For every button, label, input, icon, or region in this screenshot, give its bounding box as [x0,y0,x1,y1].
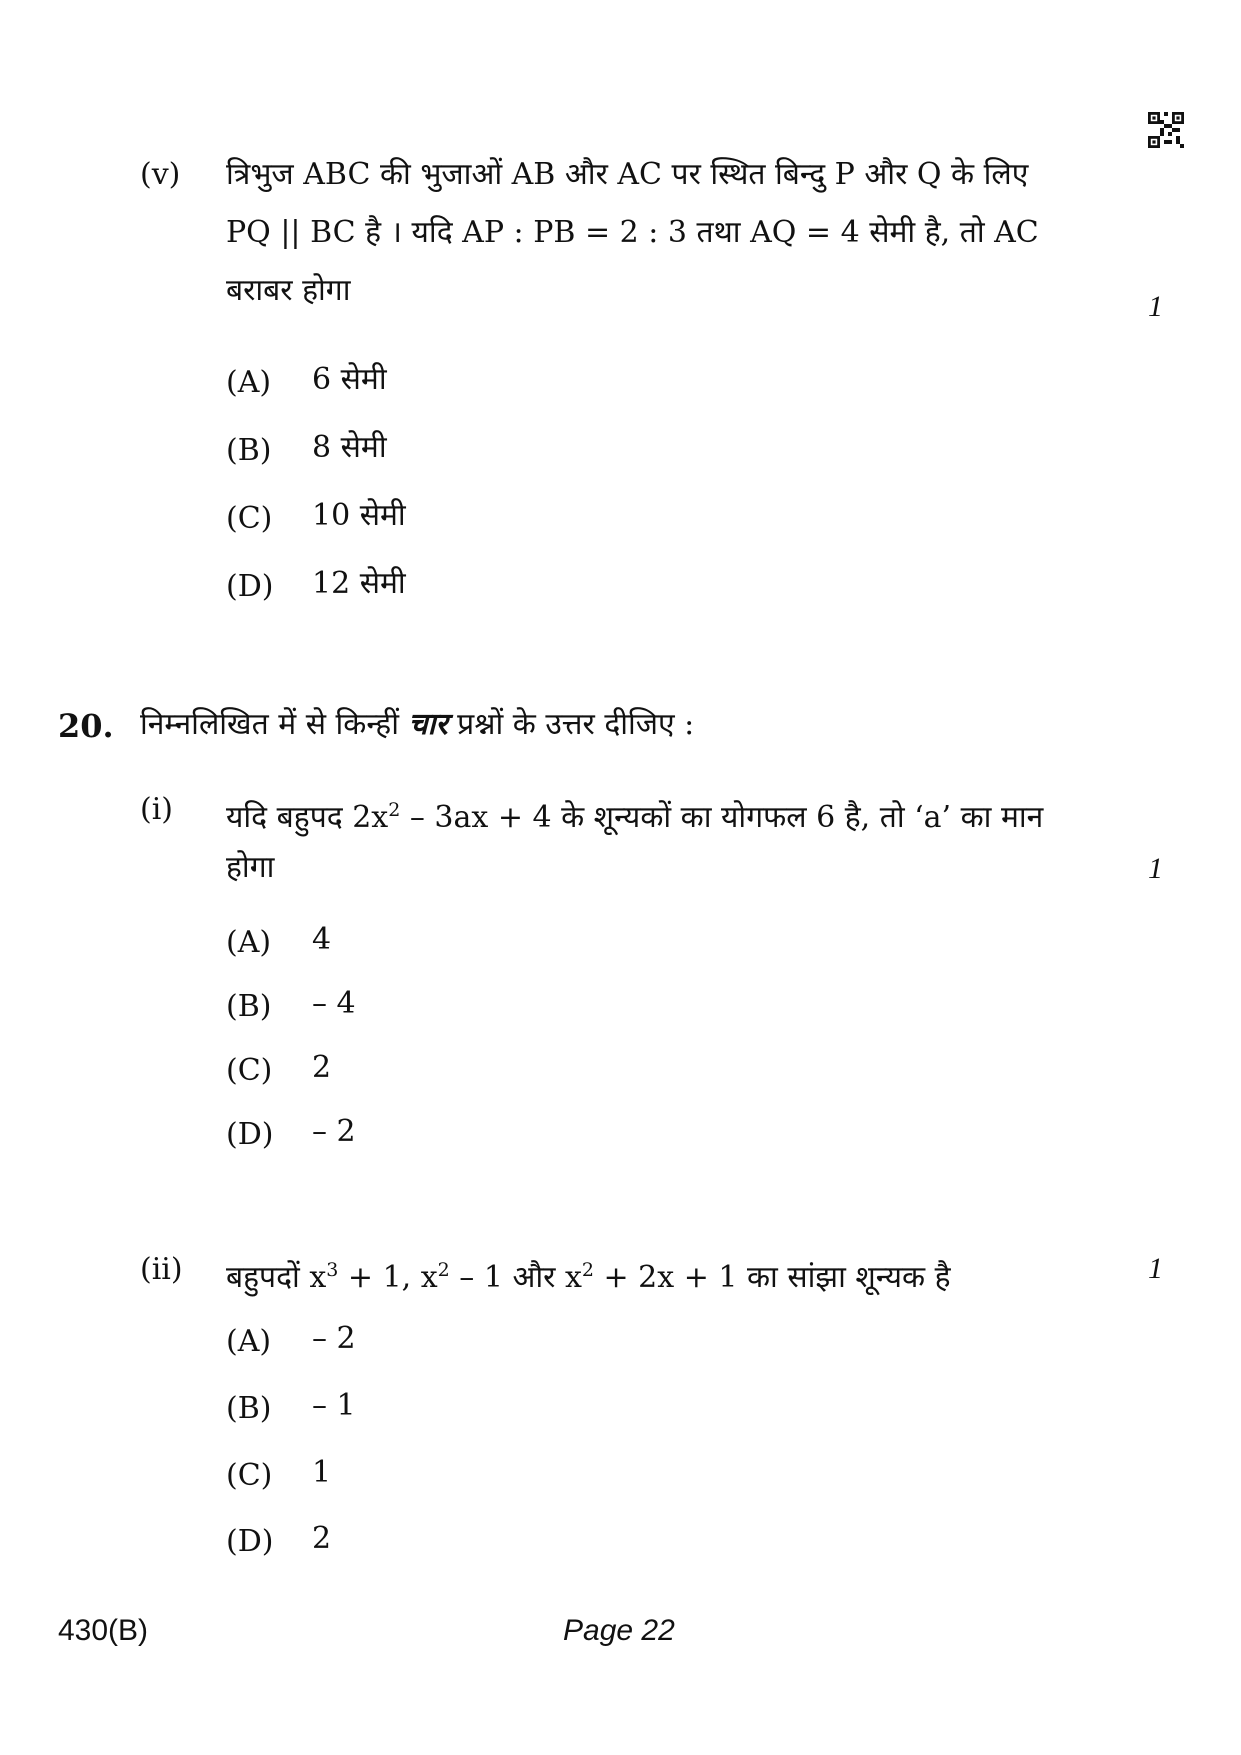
question-instruction: निम्नलिखित में से किन्हीं चार प्रश्नों के उत्तर दीजिए : [140,707,695,742]
option-text-c: 1 [312,1455,332,1490]
page-number: Page 22 [563,1614,675,1647]
paper-code: 430(B) [58,1614,149,1647]
question-text-line2: PQ || BC है । यदि AP : PB = 2 : 3 तथा AQ = 4 सेमी है, तो AC [226,215,1039,250]
option-label-d: (D) [226,1524,274,1559]
option-text-d: 2 [312,1521,332,1556]
question-marks: 1 [1148,852,1163,885]
question-marks: 1 [1148,1252,1163,1285]
option-label-c: (C) [226,501,273,536]
option-text-c: 10 सेमी [312,498,406,533]
option-label-b: (B) [226,433,272,468]
option-label-d: (D) [226,569,274,604]
question-number: (i) [140,792,174,827]
option-label-c: (C) [226,1053,273,1088]
option-label-b: (B) [226,1391,272,1426]
question-text-line3: बराबर होगा [226,273,351,308]
question-number: (ii) [140,1252,183,1287]
question-text-line1: यदि बहुपद $2x^2 - 3ax + 4$ के शून्यकों का योगफल 6 है, तो ‘a’ का मान [226,799,1044,835]
qr-code-icon [1148,112,1184,148]
option-text-a: 6 सेमी [312,362,387,397]
option-text-b: – 1 [312,1388,356,1423]
option-label-a: (A) [226,1324,272,1359]
option-label-a: (A) [226,925,272,960]
question-number: (v) [140,157,181,192]
option-label-d: (D) [226,1117,274,1152]
option-text-d: 12 सेमी [312,566,406,601]
question-text-line1: त्रिभुज ABC की भुजाओं AB और AC पर स्थित बिन्दु P और Q के लिए [226,157,1029,192]
emphasis-word: चार [408,707,448,742]
option-label-a: (A) [226,365,272,400]
option-label-c: (C) [226,1458,273,1493]
option-text-a: 4 [312,922,332,957]
question-marks: 1 [1148,290,1163,323]
option-text-a: – 2 [312,1321,356,1356]
option-label-b: (B) [226,989,272,1024]
option-text-b: – 4 [312,986,356,1021]
question-text-line2: होगा [226,850,275,885]
option-text-b: 8 सेमी [312,430,387,465]
option-text-c: 2 [312,1050,332,1085]
question-number: 20. [58,707,114,745]
question-text: बहुपदों $x^3 + 1$, $x^2 - 1$ और $x^2 + 2x + 1$ का सांझा शून्यक है [226,1259,951,1295]
option-text-d: – 2 [312,1114,356,1149]
